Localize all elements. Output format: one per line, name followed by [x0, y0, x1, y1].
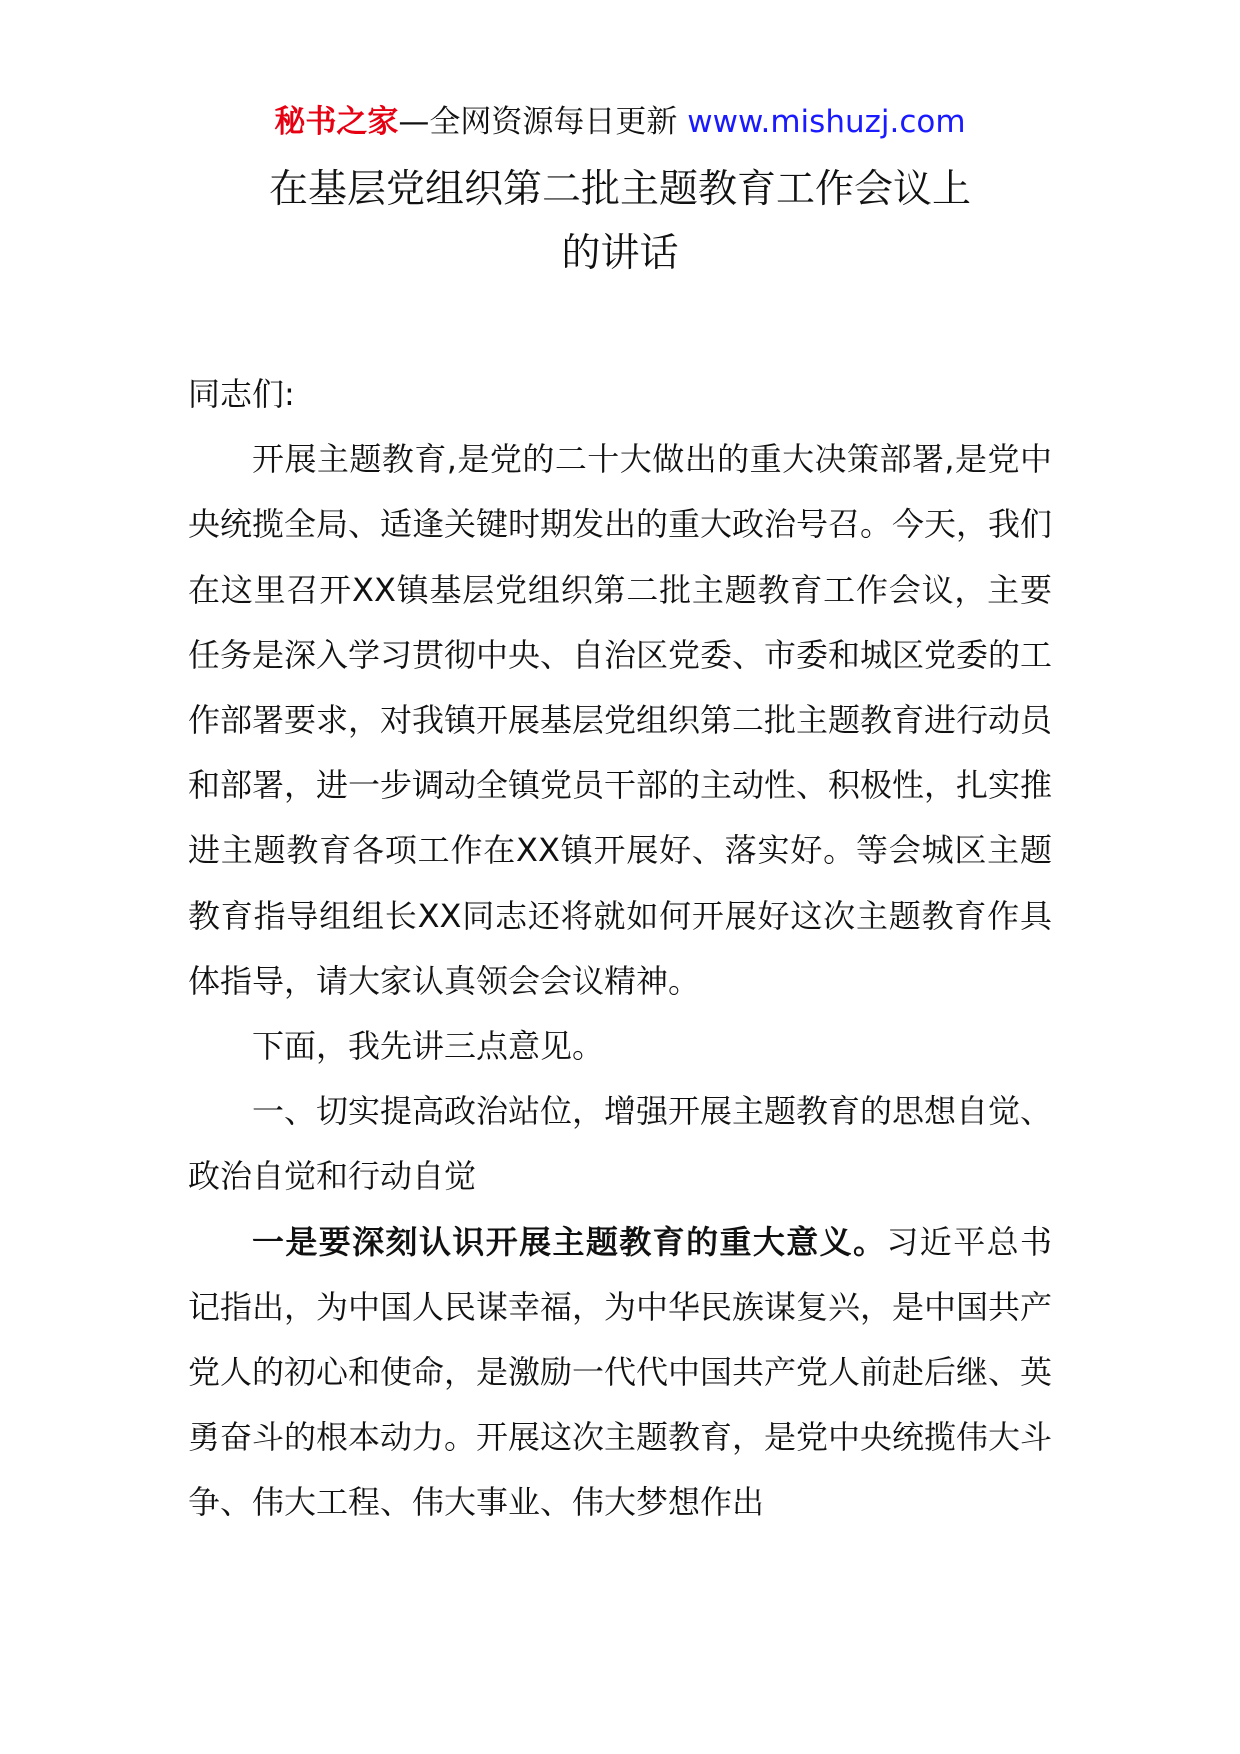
salutation: 同志们: [188, 375, 295, 413]
title-line-1: 在基层党组织第二批主题教育工作会议上 [268, 167, 971, 212]
paragraph-transition: 下面，我先讲三点意见。 [252, 1027, 605, 1066]
title-line-2: 的讲话 [561, 231, 679, 276]
document-body [188, 362, 1052, 1536]
paragraph-intro: 开展主题教育,是党的二十大做出的重大决策部署,是党中央统揽全局、适逢关键时期发出的重大政治号召。今天，我们在这里召开XX镇基层党组织第二批主题教育工作会议，主要任务是深入学习贯彻中央、自治区党委、市委和城区党委的工作部署要求，对我镇开展基层党组织第二批主题教育进行动员和部署，进一步调动全镇党员干部的主动性、积极性，扎实推进主题教育各项工作在XX镇开展好、落实好。等会城区主题教育指导组组长XX同志还将就如何开展好这次主题教育作具体指导，请大家认真领会会议精神。 [188, 440, 1053, 1000]
point-1-text: 习近平总书记指出，为中国人民谋幸福，为中华民族谋复兴，是中国共产党人的初心和使命，是激励一代代中国共产党人前赴后继、英勇奋斗的根本动力。开展这次主题教育，是党中央统揽伟大斗争、伟大工程、伟大事业、伟大梦想作出 [188, 1222, 1053, 1522]
site-url-link[interactable]: www.mishuzj.com [687, 104, 966, 140]
section-heading-1: 一、切实提高政治站位，增强开展主题教育的思想自觉、政治自觉和行动自觉 [188, 1092, 1053, 1196]
document-title [0, 158, 1240, 286]
point-1-lead: 一是要深刻认识开展主题教育的重大意义。 [252, 1222, 887, 1261]
site-brand: 秘书之家 [274, 104, 399, 140]
paragraph-point-1 [188, 1210, 1052, 1536]
site-slogan: —全网资源每日更新 [398, 104, 688, 140]
site-header [0, 100, 1240, 144]
